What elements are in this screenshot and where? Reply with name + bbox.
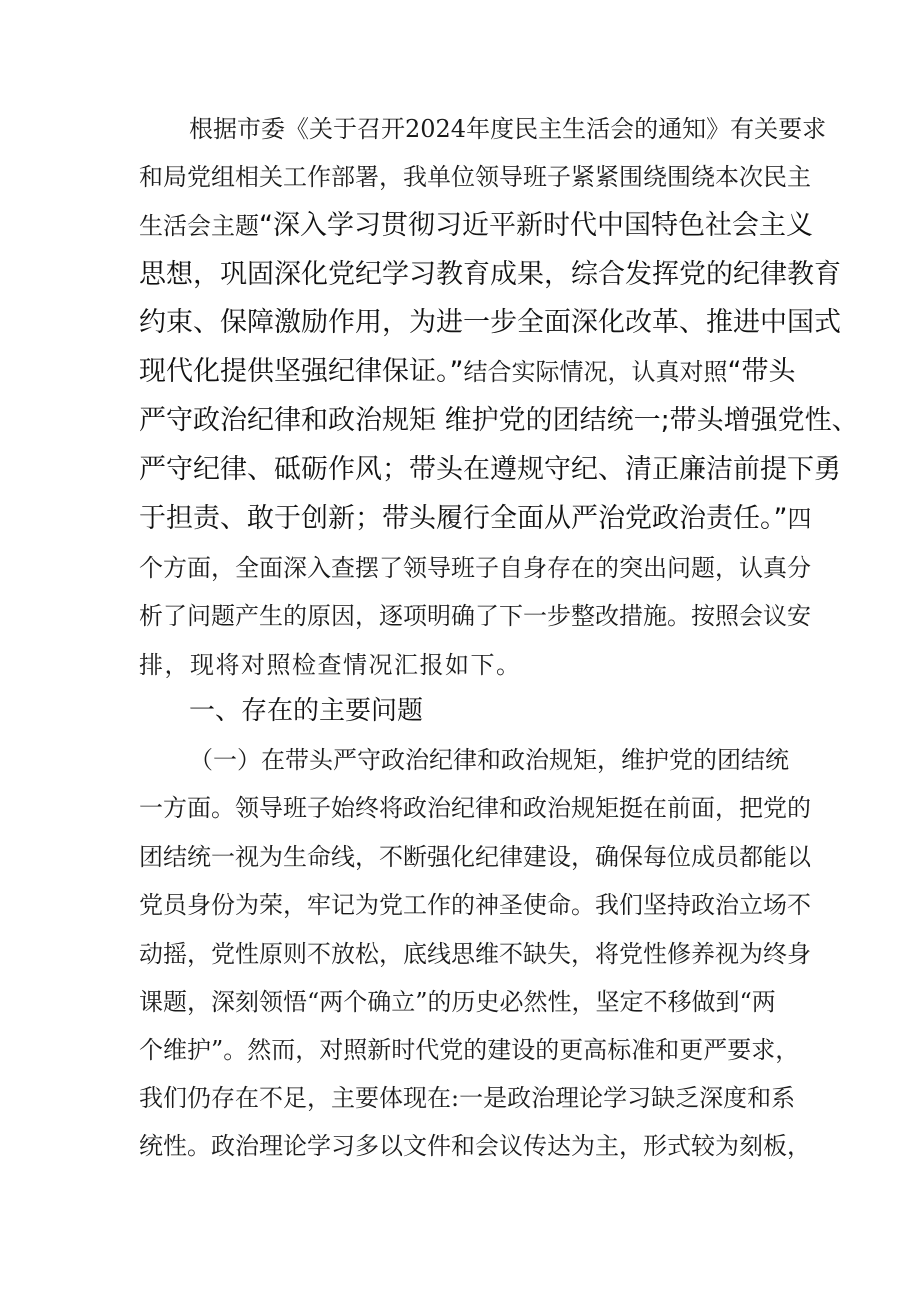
emphasis-text: 思想，巩固深化党纪学习教育成果，综合发挥党的纪律教育 [139, 259, 841, 290]
text-segment: 四 [787, 505, 812, 533]
emphasis-text: “深入学习贯彻习近平新时代中国特色社会主义 [259, 210, 813, 241]
text-line: 统性。政治理论学习多以文件和会议传达为主，形式较为刻板， [139, 1132, 811, 1160]
emphasis-text: 于担责、敢于创新；带头履行全面从严治党政治责任。” [139, 503, 788, 534]
text-line [139, 356, 796, 387]
text-line [139, 307, 841, 338]
text-line: 我们仍存在不足，主要体现在:一是政治理论学习缺乏深度和系 [139, 1084, 796, 1112]
text-line [139, 553, 811, 583]
emphasis-text: 严守纪律、砥砺作风；带头在遵规守纪、清正廉洁前提下勇 [139, 454, 841, 485]
text-line: （一）在带头严守政治纪律和政治规矩，维护党的团结统 [189, 746, 789, 774]
text-line: 课题，深刻领悟“两个确立”的历史必然性，坚定不移做到“两 [139, 988, 776, 1016]
text-line: 动摇，党性原则不放松，底线思维不缺失，将党性修养视为终身 [139, 940, 811, 968]
text-segment: 结合实际情况，认真对照 [463, 358, 728, 386]
emphasis-text: “带头 [727, 356, 796, 387]
text-line [139, 210, 813, 241]
text-line [139, 259, 841, 290]
text-segment: 析了问题产生的原因，逐项明确了下一步整改措施。按照会议安 [139, 602, 811, 630]
text-line [139, 601, 811, 631]
emphasis-text: 现代化提供坚强纪律保证。” [139, 356, 464, 387]
text-line [139, 162, 811, 192]
text-segment: 生活会主题 [139, 212, 259, 240]
text-line [139, 503, 812, 534]
text-segment: 根据市委《关于召开2024年度民主生活会的通知》有关要求 [189, 115, 827, 143]
text-line: 个维护”。然而，对照新时代党的建设的更高标准和更严要求， [139, 1036, 800, 1064]
text-line: 团结统一视为生命线，不断强化纪律建设，确保每位成员都能以 [139, 843, 811, 871]
text-line: 一方面。领导班子始终将政治纪律和政治规矩挺在前面，把党的 [139, 794, 811, 822]
emphasis-text: 约束、保障激励作用，为进一步全面深化改革、推进中国式 [139, 307, 841, 338]
text-line [139, 454, 841, 485]
text-line [139, 650, 789, 680]
text-line [139, 405, 859, 436]
section-heading: 一、存在的主要问题 [189, 696, 424, 726]
text-segment: 排，现将对照检查情况汇报如下。 [139, 651, 522, 679]
text-line [189, 114, 827, 144]
text-segment: 个方面，全面深入查摆了领导班子自身存在的突出问题，认真分 [139, 554, 811, 582]
text-segment: 和局党组相关工作部署，我单位领导班子紧紧围绕围绕本次民主 [139, 163, 811, 191]
text-line: 党员身份为荣，牢记为党工作的神圣使命。我们坚持政治立场不 [139, 891, 811, 919]
emphasis-text: 严守政治纪律和政治规矩 维护党的团结统一;带头增强党性、 [139, 405, 859, 436]
